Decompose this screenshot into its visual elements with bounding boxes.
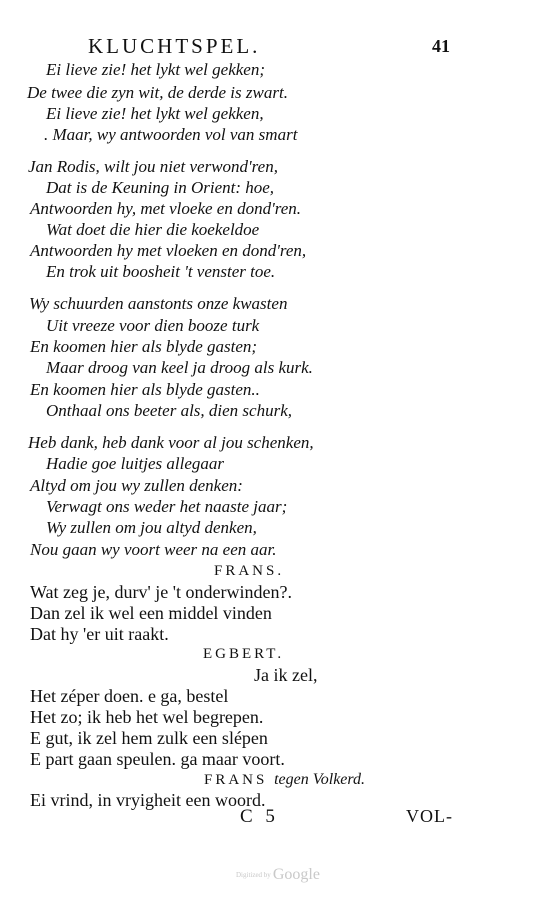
verse-line: Wy zullen om jou altyd denken, xyxy=(46,518,257,537)
verse-line: Uit vreeze voor dien booze turk xyxy=(46,316,260,335)
dialogue-line: Wat zeg je, durv' je 't onderwinden?. xyxy=(30,582,292,602)
dialogue-line: Dat hy 'er uit raakt. xyxy=(30,624,169,644)
speaker-name-text: FRANS xyxy=(204,772,268,788)
speaker-name: FRANS. xyxy=(214,563,285,579)
speaker-name: EGBERT. xyxy=(203,646,285,662)
verse-line: En trok uit boosheit 't venster toe. xyxy=(46,262,276,281)
page-number: 41 xyxy=(432,36,450,56)
speaker-name xyxy=(204,771,365,789)
verse-line: . Maar, wy antwoorden vol van smart xyxy=(44,125,298,144)
verse-line: Maar droog van keel ja droog als kurk. xyxy=(46,358,313,377)
verse-line: Wy schuurden aanstonts onze kwasten xyxy=(29,294,288,313)
dialogue-line: Ei vrind, in vryigheit een woord. xyxy=(30,790,266,810)
verse-line: Ei lieve zie! het lykt wel gekken, xyxy=(46,104,264,123)
verse-line: En koomen hier als blyde gasten.. xyxy=(30,380,260,399)
dialogue-line: Het zo; ik heb het wel begrepen. xyxy=(30,707,264,727)
dialogue-line: E part gaan speulen. ga maar voort. xyxy=(30,749,285,769)
catchword: VOL- xyxy=(406,806,453,826)
verse-line: Antwoorden hy, met vloeke en dond'ren. xyxy=(30,199,301,218)
watermark-prefix: Digitized by xyxy=(236,871,271,880)
stage-direction: tegen Volkerd. xyxy=(274,771,366,788)
running-title: KLUCHTSPEL. xyxy=(88,34,261,58)
verse-line: Dat is de Keuning in Orient: hoe, xyxy=(46,178,275,197)
verse-line: Altyd om jou wy zullen denken: xyxy=(30,476,243,495)
verse-line: Ei lieve zie! het lykt wel gekken; xyxy=(46,60,265,79)
verse-line: Jan Rodis, wilt jou niet verwond'ren, xyxy=(28,157,278,176)
google-logo: Google xyxy=(272,866,320,883)
dialogue-line: Dan zel ik wel een middel vinden xyxy=(30,603,272,623)
verse-line: Verwagt ons weder het naaste jaar; xyxy=(46,497,288,516)
digitized-watermark xyxy=(236,866,320,884)
verse-line: Antwoorden hy met vloeken en dond'ren, xyxy=(30,241,307,260)
verse-line: Onthaal ons beeter als, dien schurk, xyxy=(46,401,292,420)
dialogue-line: Het zéper doen. e ga, bestel xyxy=(30,686,229,706)
verse-line: Nou gaan wy voort weer na een aar. xyxy=(30,540,277,559)
verse-line: Hadie goe luitjes allegaar xyxy=(46,454,225,473)
verse-line: De twee die zyn wit, de derde is zwart. xyxy=(27,83,288,102)
dialogue-line: E gut, ik zel hem zulk een slépen xyxy=(30,728,268,748)
verse-line: En koomen hier als blyde gasten; xyxy=(30,337,258,356)
verse-line: Heb dank, heb dank voor al jou schenken, xyxy=(28,433,314,452)
verse-line: Wat doet die hier die koekeldoe xyxy=(46,220,260,239)
signature-mark: C 5 xyxy=(240,806,279,827)
dialogue-line: Ja ik zel, xyxy=(254,665,318,685)
